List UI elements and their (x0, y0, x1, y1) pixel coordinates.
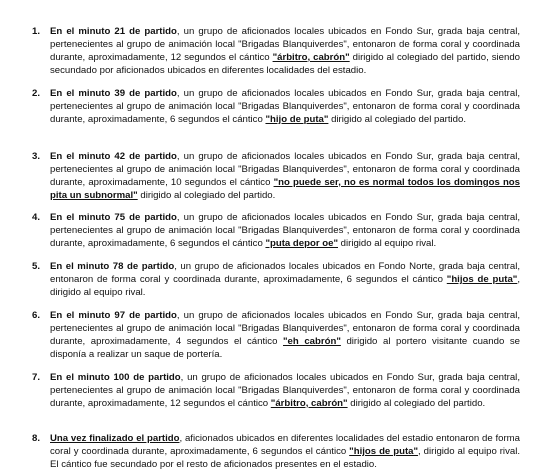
item-number: 7. (32, 372, 41, 383)
item-tail: , dirigido al equipo rival. (50, 273, 521, 298)
list-item (32, 372, 520, 411)
item-number: 3. (32, 151, 41, 162)
item-tail: dirigido al colegiado del partido. (328, 113, 467, 125)
item-number: 2. (32, 88, 41, 99)
item-body: , un grupo de aficionados locales ubicados en Fondo Sur, grada baja central, pertenecientes al grupo de animación local "Brigadas Blanquiverdes", entonaron de forma coral y coordinada durante, aproximadamente, 12 segundos el cántico (50, 372, 520, 409)
item-lead: En el minuto 39 de partido (50, 88, 177, 99)
item-chant: "hijo de puta" (265, 113, 329, 125)
item-number: 6. (32, 310, 41, 321)
item-lead: En el minuto 97 de partido (50, 310, 177, 321)
list-item (32, 433, 520, 472)
item-chant: "árbitro, cabrón" (270, 397, 348, 409)
item-text (50, 433, 520, 472)
list-item (32, 212, 520, 251)
item-body: , un grupo de aficionados locales ubicados en Fondo Norte, grada baja central, entonaron de forma coral y coordinada durante, aproximadamente, 6 segundos el cántico (50, 261, 521, 285)
item-tail: dirigido al equipo rival. (338, 237, 437, 249)
list-item (32, 261, 520, 300)
item-body: , un grupo de aficionados locales ubicados en Fondo Sur, grada baja central, pertenecientes al grupo de animación local "Brigadas Blanquiverdes", entonaron de forma coral y coordinada durante, aproximadamente, 10 segundos el cántico (50, 151, 520, 188)
item-number: 1. (32, 26, 41, 37)
list-item (32, 151, 520, 203)
item-number: 5. (32, 261, 41, 272)
item-body: , un grupo de aficionados locales ubicados en Fondo Sur, grada baja central, pertenecientes al grupo de animación local "Brigadas Blanquiverdes", entonaron de forma coral y coordinada durante, aproximadamente, 12 segundos el cántico (50, 26, 520, 63)
item-tail: dirigido al colegiado del partido. (137, 189, 276, 201)
item-text (50, 26, 520, 78)
item-lead: En el minuto 75 de partido (50, 212, 177, 223)
item-text (50, 212, 520, 251)
item-tail: dirigido al portero visitante cuando se disponía a realizar un saque de portería. (50, 335, 520, 360)
item-chant: "árbitro, cabrón" (272, 51, 350, 63)
item-lead: En el minuto 100 de partido (50, 372, 181, 383)
list-item (32, 88, 520, 127)
item-lead: En el minuto 42 de partido (50, 151, 177, 162)
item-number: 4. (32, 212, 41, 223)
item-number: 8. (32, 433, 41, 444)
item-text (50, 151, 520, 203)
item-body: , aficionados ubicados en diferentes localidades del estadio entonaron de forma coral y coordinada durante, aproximadamente, 6 segundos el cántico (50, 433, 520, 457)
item-text (50, 310, 520, 362)
item-text (50, 261, 520, 300)
item-text (50, 88, 520, 127)
item-tail: dirigido al colegiado del partido. (347, 397, 486, 409)
item-chant: "puta depor oe" (265, 237, 338, 249)
item-chant: "no puede ser, no es normal todos los domingos nos pita un subnormal" (50, 176, 520, 201)
item-lead: En el minuto 21 de partido (50, 26, 177, 37)
item-chant: "eh cabrón" (283, 335, 341, 347)
list-item (32, 310, 520, 362)
item-lead: En el minuto 78 de partido (50, 261, 175, 272)
item-lead: Una vez finalizado el partido (50, 433, 180, 444)
item-chant: "hijos de puta" (349, 445, 419, 457)
item-chant: "hijos de puta" (446, 273, 518, 285)
item-tail: dirigido al colegiado del partido, siendo secundado por aficionados ubicados en diferentes localidades del estadio. (50, 51, 520, 76)
item-text (50, 372, 520, 411)
item-body: , un grupo de aficionados locales ubicados en Fondo Sur, grada baja central, pertenecientes al grupo de animación local "Brigadas Blanquiverdes", entonaron de forma coral y coordinada durante, aproximadamente, 4 segundos el cántico (50, 310, 520, 347)
item-tail: , dirigido al equipo rival. El cántico fue secundado por el resto de aficionados presentes en el estadio. (50, 445, 520, 470)
item-body: , un grupo de aficionados locales ubicados en Fondo Sur, grada baja central, pertenecientes al grupo de animación local "Brigadas Blanquiverdes", entonaron de forma coral y coordinada durante, aproximadamente, 6 segundos el cántico (50, 88, 520, 125)
item-body: , un grupo de aficionados locales ubicados en Fondo Sur, grada baja central, pertenecientes al grupo de animación local "Brigadas Blanquiverdes", entonaron de forma coral y coordinada durante, aproximadamente, 6 segundos el cántico (50, 212, 520, 249)
list-item (32, 26, 520, 78)
